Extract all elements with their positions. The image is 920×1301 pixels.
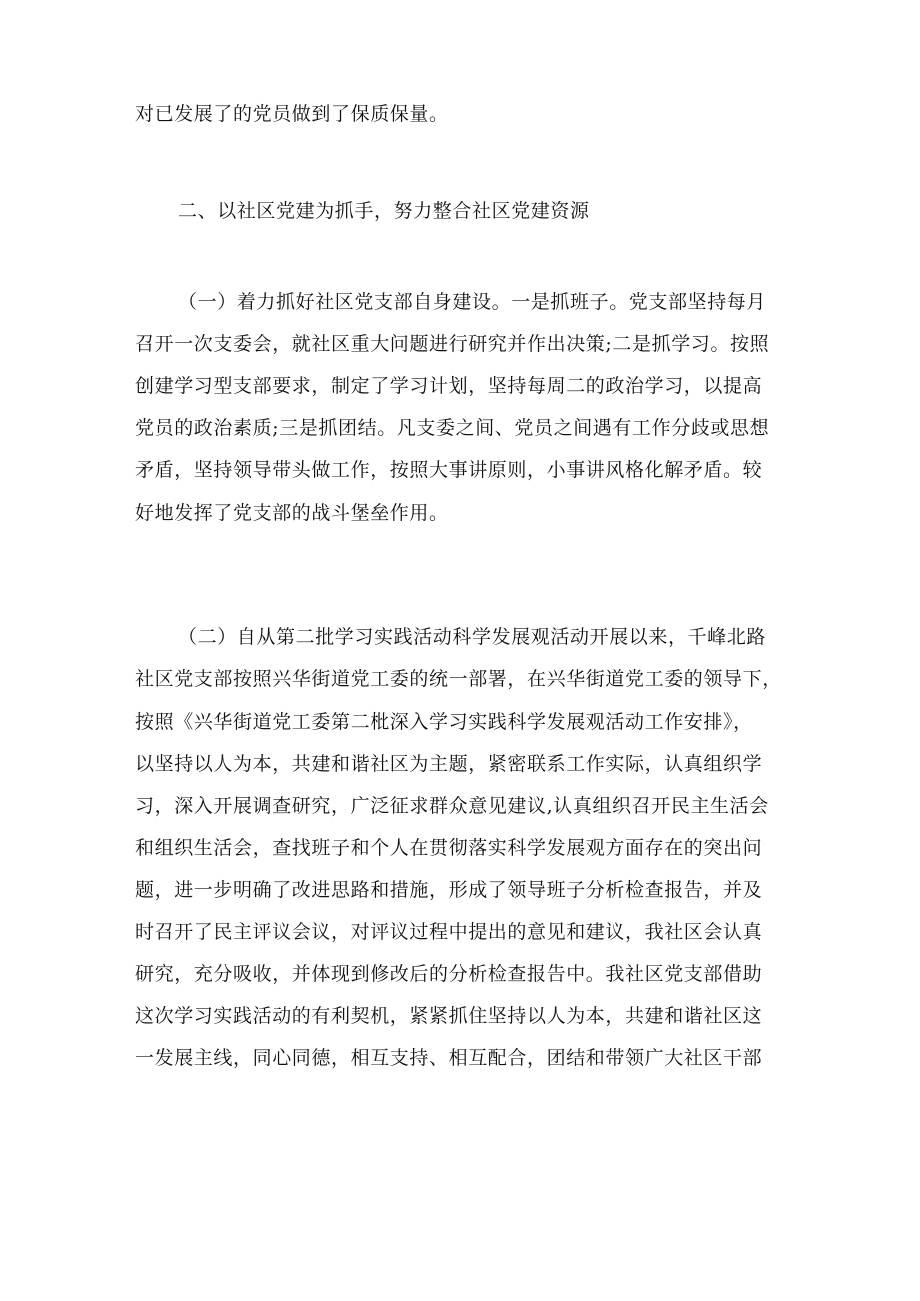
- paragraph-line: 矛盾，坚持领导带头做工作，按照大事讲原则，小事讲风格化解矛盾。较: [135, 459, 763, 481]
- paragraph-line: 召开一次支委会，就社区重大问题进行研究并作出决策;二是抓学习。按照: [135, 333, 770, 355]
- paragraph-line: 时召开了民主评议会议，对评议过程中提出的意见和建议，我社区会认真: [135, 921, 763, 943]
- paragraph-line: 创建学习型支部要求，制定了学习计划，坚持每周二的政治学习，以提高: [135, 375, 763, 397]
- paragraph-line: 好地发挥了党支部的战斗堡垒作用。: [135, 502, 449, 524]
- paragraph-line: 和组织生活会，查找班子和个人在贯彻落实科学发展观方面存在的突出问: [135, 837, 763, 859]
- paragraph-line: 习，深入开展调查研究，广泛征求群众意见建议,认真组织召开民主生活会: [135, 795, 769, 817]
- paragraph-line: 题，进一步明确了改进思路和措施，形成了领导班子分析检查报告，并及: [135, 879, 763, 901]
- paragraph-line: 社区党支部按照兴华街道党工委的统一部署，在兴华街道党工委的领导下，: [135, 668, 782, 690]
- paragraph-line: 党员的政治素质;三是抓团结。凡支委之间、党员之间遇有工作分歧或思想: [135, 417, 770, 439]
- paragraph-line: 按照《兴华街道党工委第二枇深入学习实践科学发展观活动工作安排》，: [135, 711, 753, 733]
- paragraph-line: （二）自从第二批学习实践活动科学发展观活动开展以来，千峰北路: [178, 626, 767, 648]
- paragraph-line: 对已发展了的党员做到了保质保量。: [135, 103, 449, 125]
- paragraph-line: 研究，充分吸收，并体现到修改后的分析检查报告中。我社区党支部借助: [135, 963, 763, 985]
- paragraph-line: 以坚持以人为本，共建和谐社区为主题，紧密联系工作实际，认真组织学: [135, 753, 763, 775]
- paragraph-line: （一）着力抓好社区党支部自身建设。一是抓班子。党支部坚持每月: [178, 291, 767, 313]
- paragraph-line: 这次学习实践活动的有利契机，紧紧抓住坚持以人为本，共建和谐社区这: [135, 1005, 763, 1027]
- section-heading: 二、以社区党建为抓手，努力整合社区党建资源: [178, 200, 590, 222]
- paragraph-line: 一发展主线，同心同德，相互支持、相互配合，团结和带领广大社区干部: [135, 1047, 763, 1069]
